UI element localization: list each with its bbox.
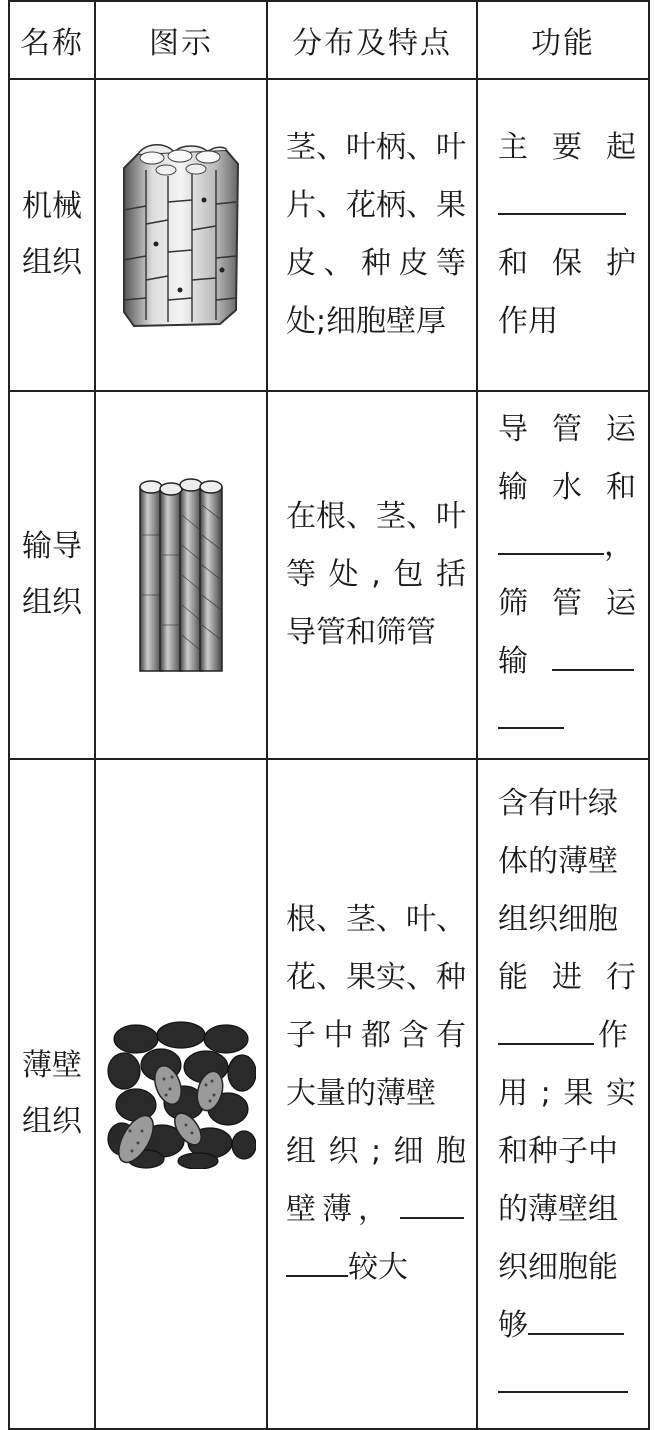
tissue-name-line: 薄壁 bbox=[22, 1048, 82, 1083]
distribution-line: 处;细胞壁厚 bbox=[286, 304, 447, 339]
table-row bbox=[9, 79, 649, 391]
function-line bbox=[498, 1297, 636, 1355]
answer-blank[interactable] bbox=[286, 1241, 348, 1277]
tissue-name-cell bbox=[9, 759, 95, 1429]
distribution-line: 茎、叶柄、叶 bbox=[286, 130, 466, 165]
answer-blank[interactable] bbox=[400, 1183, 464, 1219]
answer-blank[interactable] bbox=[498, 1009, 594, 1045]
tissue-name-cell bbox=[9, 79, 95, 391]
distribution-line: 在根、茎、叶 bbox=[286, 499, 466, 534]
function-line: 筛管运 bbox=[498, 586, 636, 621]
conducting-tissue-illustration bbox=[136, 475, 226, 675]
function-line bbox=[498, 1355, 636, 1413]
function-line bbox=[498, 1007, 636, 1065]
function-cell bbox=[477, 391, 649, 759]
tissue-name-line: 机械 bbox=[22, 189, 82, 224]
distribution-line: 子中都含有 bbox=[286, 1018, 466, 1053]
function-line: 和种子中 bbox=[498, 1134, 618, 1169]
distribution-line: 组织;细胞 bbox=[286, 1134, 466, 1169]
answer-blank[interactable] bbox=[498, 179, 626, 215]
parenchyma-tissue-illustration bbox=[106, 1019, 256, 1169]
function-line: 的薄壁组 bbox=[498, 1192, 618, 1227]
function-line bbox=[498, 177, 636, 235]
function-line: 和保护 bbox=[498, 246, 636, 281]
distribution-text: 壁薄， bbox=[286, 1192, 394, 1227]
distribution-line: 根、茎、叶、 bbox=[286, 902, 466, 937]
header-row bbox=[9, 1, 649, 79]
function-line: 含有叶绿 bbox=[498, 786, 618, 821]
answer-blank[interactable] bbox=[498, 519, 604, 555]
tissue-table bbox=[8, 0, 650, 1430]
table-row bbox=[9, 391, 649, 759]
distribution-line bbox=[286, 1181, 466, 1239]
function-line: 输水和 bbox=[498, 470, 636, 505]
distribution-cell bbox=[267, 391, 477, 759]
illustration-cell bbox=[95, 79, 267, 391]
function-line: 主要起 bbox=[498, 130, 636, 165]
function-line: 织细胞能 bbox=[498, 1250, 618, 1285]
answer-blank[interactable] bbox=[498, 1357, 628, 1393]
illustration-cell bbox=[95, 391, 267, 759]
function-cell bbox=[477, 759, 649, 1429]
function-line: 作用 bbox=[498, 304, 558, 339]
function-line: 导管运 bbox=[498, 412, 636, 447]
distribution-cell bbox=[267, 79, 477, 391]
distribution-line: 片、花柄、果 bbox=[286, 188, 466, 223]
header-name: 名称 bbox=[9, 1, 95, 79]
tissue-name-line: 组织 bbox=[22, 245, 82, 280]
tissue-name-line: 组织 bbox=[22, 1104, 82, 1139]
distribution-line: 大量的薄壁 bbox=[286, 1076, 436, 1111]
distribution-cell bbox=[267, 759, 477, 1429]
tissue-name-line: 组织 bbox=[22, 585, 82, 620]
answer-blank[interactable] bbox=[528, 1299, 624, 1335]
distribution-text: 较大 bbox=[348, 1250, 408, 1285]
comma-text: ， bbox=[604, 528, 634, 563]
function-cell bbox=[477, 79, 649, 391]
function-line bbox=[498, 633, 636, 691]
distribution-line: 等处,包括 bbox=[286, 557, 466, 592]
function-line bbox=[498, 691, 636, 749]
function-line: 体的薄壁 bbox=[498, 844, 618, 879]
tissue-name-line: 输导 bbox=[22, 529, 82, 564]
function-text: 输 bbox=[498, 644, 528, 679]
function-text: 作 bbox=[598, 1018, 628, 1053]
function-line: 能进行 bbox=[498, 960, 636, 995]
mechanical-tissue-illustration bbox=[116, 140, 246, 330]
function-line: 用;果实 bbox=[498, 1076, 636, 1111]
distribution-line: 花、果实、种 bbox=[286, 960, 466, 995]
distribution-line: 皮、种皮等 bbox=[286, 246, 466, 281]
illustration-cell bbox=[95, 759, 267, 1429]
distribution-line: 导管和筛管 bbox=[286, 615, 436, 650]
header-function: 功能 bbox=[477, 1, 649, 79]
function-line bbox=[498, 517, 636, 575]
answer-blank[interactable] bbox=[498, 693, 564, 729]
header-distribution: 分布及特点 bbox=[267, 1, 477, 79]
table-row bbox=[9, 759, 649, 1429]
function-line: 组织细胞 bbox=[498, 902, 618, 937]
tissue-name-cell bbox=[9, 391, 95, 759]
answer-blank[interactable] bbox=[552, 635, 634, 671]
function-text: 够 bbox=[498, 1308, 528, 1343]
header-illustration: 图示 bbox=[95, 1, 267, 79]
distribution-line bbox=[286, 1239, 466, 1297]
